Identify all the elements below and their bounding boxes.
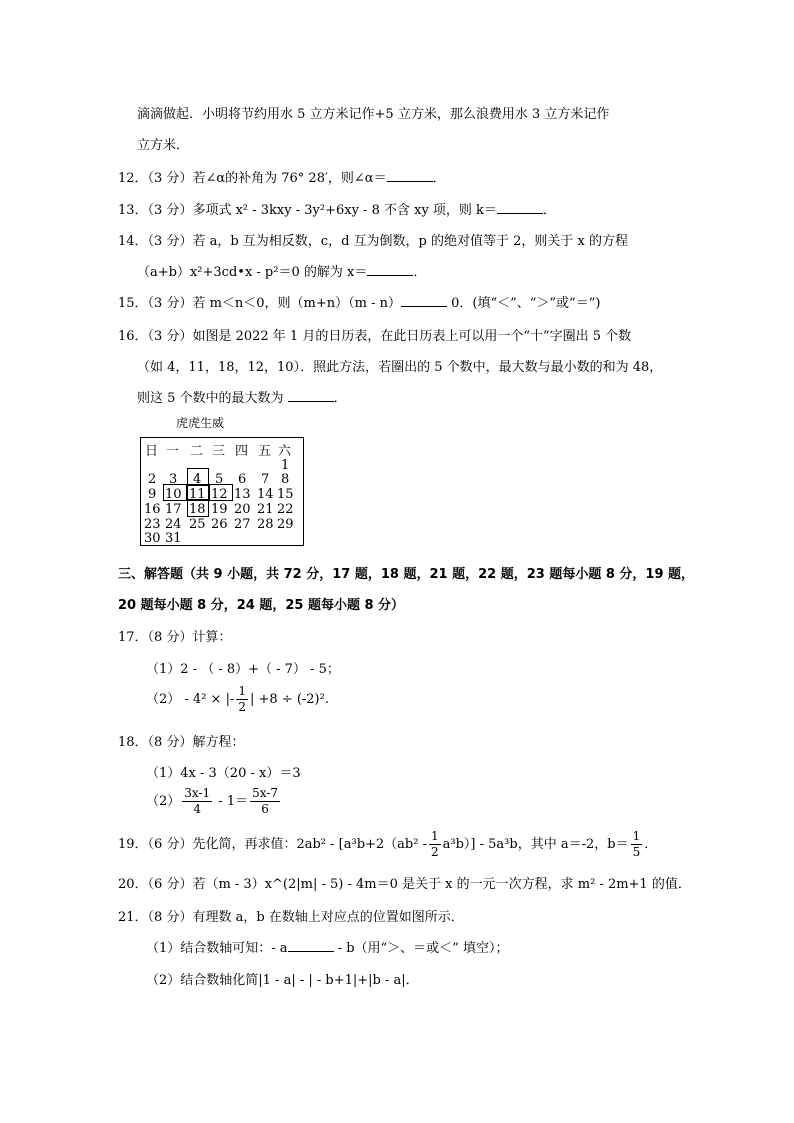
q14-line2 (137, 261, 426, 280)
q19-end: ． (644, 837, 658, 852)
q19-b-num: 1 (632, 829, 641, 843)
section3-heading-line1: 三、解答题（共 9 小题，共 72 分，17 题，18 题，21 题，22 题，23 题每小题 8 分，19 题， (118, 567, 695, 582)
q17-fraction (236, 684, 248, 715)
calendar-day: 14 (257, 487, 274, 502)
calendar-day: 18 (189, 502, 206, 517)
calendar-day: 1 (281, 458, 290, 473)
q16-answer-blank[interactable] (288, 389, 334, 402)
calendar-header-4: 四 (235, 444, 249, 459)
calendar-header-6: 六 (278, 444, 292, 459)
q18-part1: （1）4x - 3（20 - x）＝3 (146, 766, 301, 781)
q15-end: 0．(填“＜”、“＞”或“＝”) (447, 296, 601, 311)
calendar-day: 4 (193, 472, 202, 487)
q21-part1 (146, 937, 508, 956)
q18-part2 (146, 786, 282, 817)
q18-frac1-num: 3x-1 (184, 786, 211, 800)
q16-line3 (137, 387, 347, 406)
calendar-day: 24 (165, 517, 182, 532)
q19-half-num: 1 (431, 829, 439, 843)
q16-line2: （如 4，11，18，12，10）．照此方法，若圈出的 5 个数中，最大数与最小数的和为 48， (137, 360, 663, 375)
q18-title: 18．（8 分）解方程： (118, 735, 245, 750)
calendar-day: 8 (281, 472, 290, 487)
q19-fraction-half (429, 829, 441, 860)
calendar-day: 7 (261, 472, 270, 487)
q13-end: ． (542, 203, 556, 218)
q21-part1-pre: （1）结合数轴可知：- a (146, 941, 288, 956)
q15 (118, 292, 600, 311)
q11-text-line2 (137, 134, 189, 153)
calendar-title: 虎虎生威 (176, 416, 225, 430)
q17-part2-post: | +8 ÷ (-2)². (249, 692, 329, 707)
q14-line1: 14．（3 分）若 a，b 互为相反数，c，d 互为倒数，p 的绝对值等于 2，则关于 x 的方程 (118, 234, 628, 249)
q19-half-den: 2 (431, 845, 439, 859)
q13-answer-blank[interactable] (497, 201, 543, 214)
q16-text: 则这 5 个数中的最大数为 (137, 391, 288, 406)
q18-fraction-left (182, 786, 212, 817)
calendar-day: 16 (144, 502, 161, 517)
q18-frac2-den: 6 (261, 802, 269, 816)
q12-end: ． (432, 171, 446, 186)
q17-part2 (146, 684, 329, 715)
calendar-day: 20 (234, 502, 251, 517)
calendar-day: 9 (148, 487, 157, 502)
q18-part2-mid: - 1＝ (214, 794, 249, 809)
calendar-day: 26 (211, 517, 228, 532)
calendar-day: 19 (211, 502, 228, 517)
calendar-day: 23 (144, 517, 161, 532)
calendar-header-1: 一 (166, 444, 180, 459)
calendar-day: 13 (234, 487, 251, 502)
calendar-highlight-box (163, 484, 187, 501)
q15-text: 15．（3 分）若 m＜n＜0，则（m+n）（m - n） (118, 296, 401, 311)
q12 (118, 167, 446, 186)
calendar-day: 12 (211, 487, 228, 502)
calendar-day: 17 (165, 502, 182, 517)
calendar-day: 25 (189, 517, 206, 532)
calendar-day: 2 (148, 472, 157, 487)
q20: 20．（6 分）若（m - 3）x^(2|m| - 5) - 4m＝0 是关于 x 的一元一次方程，求 m² - 2m+1 的值． (118, 877, 691, 892)
q17-part1: （1）2 - （ - 8）+（ - 7） - 5； (146, 662, 340, 677)
calendar-day: 28 (257, 517, 274, 532)
q12-text: 12．（3 分）若∠α的补角为 76° 28′，则∠α＝ (118, 171, 387, 186)
calendar-highlight-box (209, 484, 233, 501)
q21-answer-blank[interactable] (288, 939, 334, 952)
q17-title: 17．（8 分）计算： (118, 630, 232, 645)
calendar-day: 15 (277, 487, 294, 502)
q11-unit: 立方米． (137, 138, 190, 153)
calendar-day: 21 (257, 502, 274, 517)
q11-text-line1: 滴滴做起．小明将节约用水 5 立方米记作+5 立方米，那么浪费用水 3 立方米记作 (137, 107, 610, 122)
calendar-day: 11 (189, 487, 206, 502)
calendar-header-0: 日 (145, 444, 159, 459)
calendar-day: 31 (165, 531, 182, 546)
q18-part2-pre: （2） (146, 794, 181, 809)
q14-end: ． (413, 265, 427, 280)
calendar-day: 29 (277, 517, 294, 532)
q17-frac-den: 2 (238, 700, 246, 714)
q14-text: （a+b）x²+3cd•x - p²＝0 的解为 x＝ (137, 265, 368, 280)
q12-answer-blank[interactable] (387, 169, 433, 182)
q18-fraction-right (250, 786, 280, 817)
q19-text-mid: a³b）] - 5a³b，其中 a＝-2，b＝ (442, 837, 629, 852)
section3-heading-line2: 20 题每小题 8 分，24 题，25 题每小题 8 分） (118, 598, 405, 613)
q18-frac2-num: 5x-7 (252, 786, 278, 800)
q15-answer-blank[interactable] (401, 294, 447, 307)
q17-frac-num: 1 (238, 684, 246, 698)
calendar-day: 10 (165, 487, 182, 502)
q21-part1-post: - b（用“＞、＝或＜” 填空）； (333, 941, 509, 956)
q16-end: ． (333, 391, 347, 406)
calendar-day: 3 (169, 472, 178, 487)
calendar-header-2: 二 (190, 444, 204, 459)
q13 (118, 199, 556, 218)
calendar-day: 22 (277, 502, 294, 517)
q19-b-den: 5 (632, 845, 641, 859)
calendar-header-3: 三 (212, 444, 226, 459)
q16-line1: 16．（3 分）如图是 2022 年 1 月的日历表，在此日历表上可以用一个“十”字圈出 5 个数 (118, 329, 632, 344)
q18-frac1-den: 4 (193, 802, 202, 816)
calendar-day: 30 (144, 531, 161, 546)
q19-text-pre: 19．（6 分）先化简，再求值：2ab² - [a³b+2（ab² - (118, 837, 427, 852)
calendar-header-5: 五 (258, 444, 272, 459)
q19 (118, 829, 657, 860)
q17-part2-pre: （2） - 4² × |- (146, 692, 235, 707)
q21-part2: （2）结合数轴化简|1 - a| - | - b+1|+|b - a|． (146, 973, 419, 988)
q19-fraction-b (631, 829, 643, 860)
q13-text: 13．（3 分）多项式 x² - 3kxy - 3y²+6xy - 8 不含 xy 项，则 k＝ (118, 203, 497, 218)
calendar-day: 6 (238, 472, 247, 487)
calendar-day: 27 (234, 517, 251, 532)
q21-title: 21．（8 分）有理数 a，b 在数轴上对应点的位置如图所示． (118, 910, 464, 925)
q14-answer-blank[interactable] (367, 263, 413, 276)
calendar-day: 5 (215, 472, 224, 487)
calendar-highlight-box (187, 499, 209, 517)
